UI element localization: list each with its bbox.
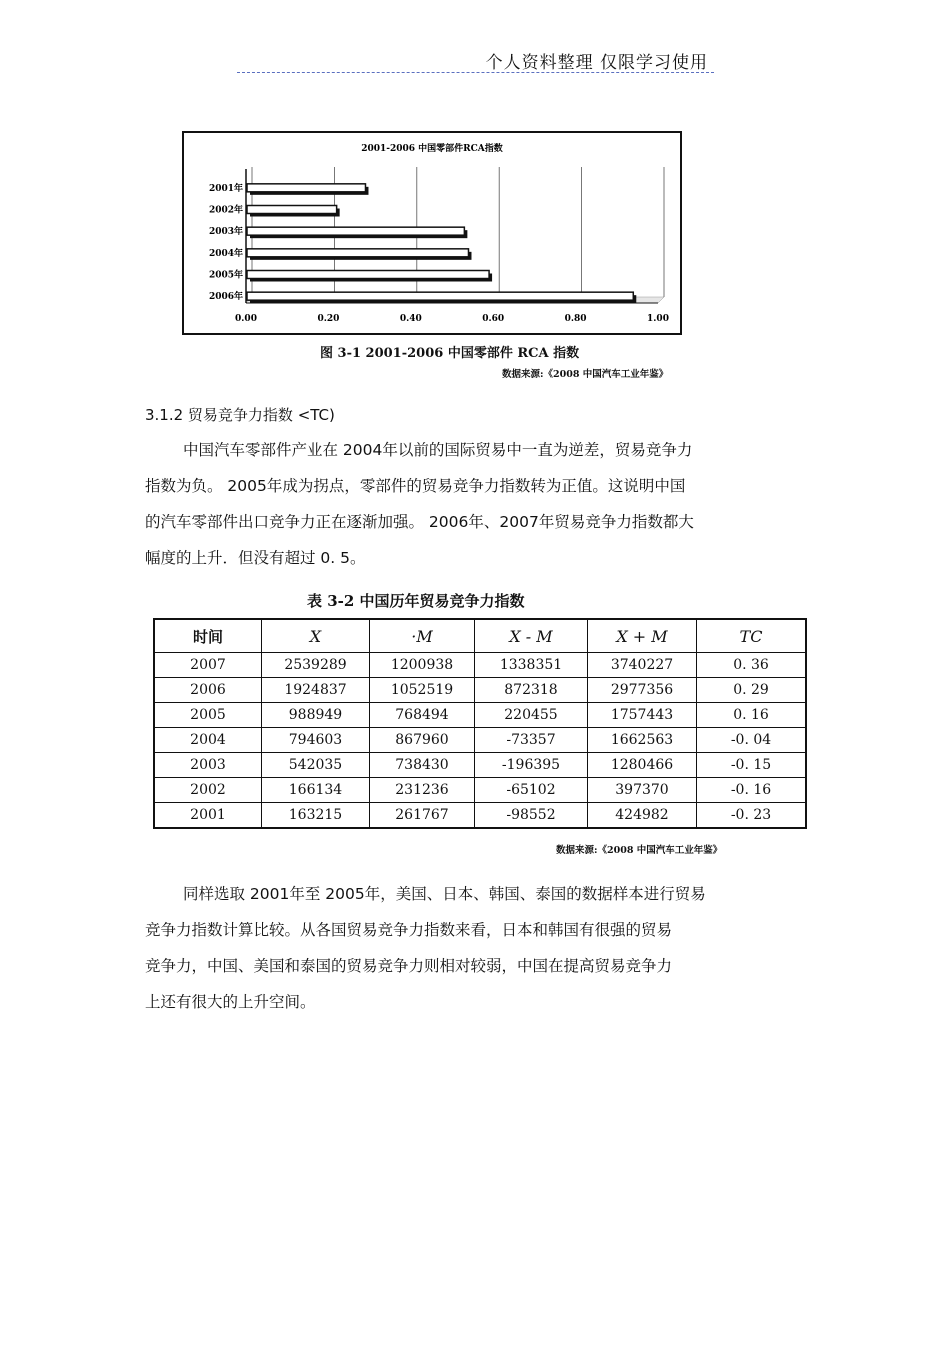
table-cell: 3740227 — [588, 653, 697, 678]
y-category-label: 2003年 — [208, 227, 243, 238]
bar — [247, 184, 365, 192]
table-cell: 2539289 — [262, 653, 370, 678]
table-row — [154, 653, 806, 678]
table-cell: 2005 — [154, 703, 262, 728]
table-cell: 2007 — [154, 653, 262, 678]
table-cell: 1338351 — [475, 653, 588, 678]
table-cell: 166134 — [262, 778, 370, 803]
table-cell: 794603 — [262, 728, 370, 753]
table-cell: 261767 — [370, 803, 475, 829]
y-category-label: 2001年 — [208, 183, 243, 194]
table-cell: 2001 — [154, 803, 262, 829]
table-cell: 1052519 — [370, 678, 475, 703]
table-cell: 768494 — [370, 703, 475, 728]
x-tick-label: 0.00 — [235, 314, 257, 324]
paragraph-line: 竞争力，中国、美国和泰国的贸易竞争力则相对较弱，中国在提高贸易竞争力 — [145, 957, 673, 975]
rca-chart-svg — [184, 133, 680, 333]
header-x-minus-m: X - M — [475, 619, 588, 653]
table-cell: 2977356 — [588, 678, 697, 703]
y-category-label: 2002年 — [208, 205, 243, 216]
header-x-plus-m: X + M — [588, 619, 697, 653]
bar — [247, 292, 633, 300]
table-row — [154, 678, 806, 703]
table-cell: 0. 16 — [697, 703, 807, 728]
table-cell: -0. 23 — [697, 803, 807, 829]
x-tick-label: 0.80 — [564, 314, 587, 324]
table-cell: -65102 — [475, 778, 588, 803]
table-cell: 738430 — [370, 753, 475, 778]
table-cell: 867960 — [370, 728, 475, 753]
y-category-label: 2005年 — [208, 270, 243, 281]
table-cell: 2006 — [154, 678, 262, 703]
table-cell: -196395 — [475, 753, 588, 778]
table-cell: 542035 — [262, 753, 370, 778]
header-m: ·M — [370, 619, 475, 653]
paragraph-line: 竞争力指数计算比较。从各国贸易竞争力指数来看，日本和韩国有很强的贸易 — [145, 921, 673, 939]
table-row — [154, 803, 806, 829]
table-cell: 988949 — [262, 703, 370, 728]
table-header-row — [154, 619, 806, 653]
table-row — [154, 728, 806, 753]
table-cell: 1757443 — [588, 703, 697, 728]
table-cell: -98552 — [475, 803, 588, 829]
x-tick-label: 1.00 — [647, 314, 669, 324]
figure-caption: 图 3-1 2001-2006 中国零部件 RCA 指数 — [320, 346, 580, 361]
table-cell: -73357 — [475, 728, 588, 753]
x-tick-label: 0.40 — [399, 314, 422, 324]
table-source: 数据来源:《2008 中国汽车工业年鉴》 — [556, 845, 723, 856]
bar — [247, 227, 464, 235]
table-row — [154, 753, 806, 778]
table-cell: 872318 — [475, 678, 588, 703]
header-tc: TC — [697, 619, 807, 653]
table-cell: 1924837 — [262, 678, 370, 703]
table-cell: 1280466 — [588, 753, 697, 778]
y-category-label: 2006年 — [208, 292, 243, 303]
y-category-label: 2004年 — [208, 248, 243, 259]
table-cell: 163215 — [262, 803, 370, 829]
rca-chart — [182, 131, 682, 335]
x-tick-label: 0.60 — [482, 314, 505, 324]
table-cell: 1662563 — [588, 728, 697, 753]
paragraph-line: 同样选取 2001年至 2005年，美国、日本、韩国、泰国的数据样本进行贸易 — [183, 885, 706, 903]
chart-title: 2001-2006 中国零部件RCA指数 — [361, 144, 503, 154]
page-header — [237, 46, 714, 73]
paragraph-2 — [145, 876, 795, 1020]
header-text: 个人资料整理 仅限学习使用 — [485, 53, 708, 73]
table-cell: 0. 36 — [697, 653, 807, 678]
paragraph-line: 上还有很大的上升空间。 — [145, 993, 316, 1011]
table-cell: -0. 16 — [697, 778, 807, 803]
bar — [247, 206, 337, 214]
bar — [247, 271, 489, 279]
table-cell: -0. 04 — [697, 728, 807, 753]
paragraph-line: 的汽车零部件出口竞争力正在逐渐加强。 2006年、2007年贸易竞争力指数都大 — [145, 513, 694, 531]
table-cell: 397370 — [588, 778, 697, 803]
table-cell: 424982 — [588, 803, 697, 829]
header-time: 时间 — [154, 619, 262, 653]
table-row — [154, 778, 806, 803]
table-caption: 表 3-2 中国历年贸易竞争力指数 — [307, 592, 525, 610]
table-cell: 1200938 — [370, 653, 475, 678]
table-cell: 0. 29 — [697, 678, 807, 703]
table-cell: 2003 — [154, 753, 262, 778]
table-cell: -0. 15 — [697, 753, 807, 778]
table-cell: 231236 — [370, 778, 475, 803]
table-cell: 220455 — [475, 703, 588, 728]
table-cell: 2002 — [154, 778, 262, 803]
section-title: 3.1.2 贸易竞争力指数 <TC) — [145, 406, 335, 424]
table-row — [154, 703, 806, 728]
table-cell: 2004 — [154, 728, 262, 753]
paragraph-1 — [145, 432, 795, 576]
bar — [247, 249, 468, 257]
x-tick-label: 0.20 — [317, 314, 340, 324]
figure-source: 数据来源:《2008 中国汽车工业年鉴》 — [502, 369, 669, 380]
paragraph-line: 中国汽车零部件产业在 2004年以前的国际贸易中一直为逆差，贸易竞争力 — [183, 441, 693, 459]
header-x: X — [262, 619, 370, 653]
paragraph-line: 幅度的上升．但没有超过 0. 5。 — [145, 549, 366, 567]
paragraph-line: 指数为负。 2005年成为拐点，零部件的贸易竞争力指数转为正值。这说明中国 — [145, 477, 686, 495]
trade-competitiveness-table — [153, 618, 807, 829]
